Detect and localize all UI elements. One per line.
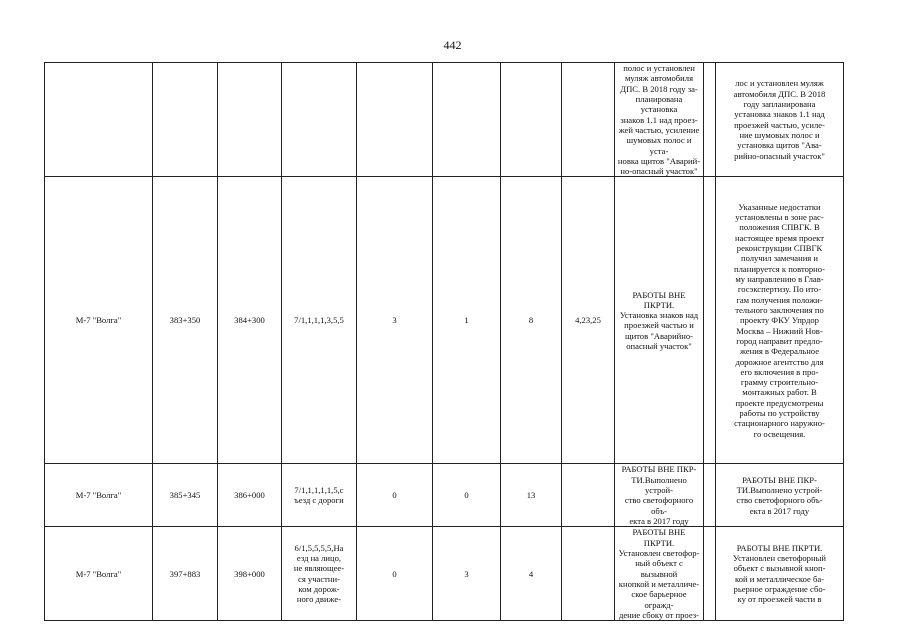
count-cell-1: 0 [357,464,433,527]
count-cell-3: 8 [501,177,562,464]
measures-cell: РАБОТЫ ВНЕ ПКРТИ. Установка знаков над проезжей частью и щитов "Аварийно- опасный участок" [615,177,704,464]
table-row [45,177,844,464]
spacer-cell [704,177,716,464]
ref-cell [562,63,615,177]
km-to-cell: 384+300 [218,177,282,464]
count-cell-3 [501,63,562,177]
km-to-cell: 398+000 [218,527,282,621]
count-cell-3: 4 [501,527,562,621]
notes-cell: РАБОТЫ ВНЕ ПКРТИ. Установлен светофорный объект с вызывной кноп- кой и металлическое ба- рьерное ограждение сбо- ку от проезжей части в [716,527,844,621]
road-cell [45,63,153,177]
table-row [45,527,844,621]
notes-cell: лос и установлен муляж автомобиля ДПС. В 2018 году запланирована установка знаков 1.1 над проезжей частью, усиле- ние шумовых полос и установка щитов "Ава- рийно-опасный участок" [716,63,844,177]
table-row [45,464,844,527]
codes-cell: 7/1,1,1,1,1,5,с ъезд с дороги [282,464,357,527]
count-cell-2 [433,63,501,177]
table-row [45,63,844,177]
road-cell: М-7 "Волга" [45,527,153,621]
measures-cell: РАБОТЫ ВНЕ ПКР- ТИ.Выполнено устрой- ство светофорного объ- екта в 2017 году [615,464,704,527]
km-from-cell: 385+345 [153,464,218,527]
codes-cell [282,63,357,177]
page-number: 442 [443,38,462,52]
count-cell-1: 3 [357,177,433,464]
km-from-cell [153,63,218,177]
data-table [44,62,844,621]
spacer-cell [704,464,716,527]
notes-cell: Указанные недостатки установлены в зоне рас- положения СПВГК. В настоящее время проект реконструкции СПВГК получил замечания и планируется к повторно- му направлению в Глав- госэкспертизу. По ито- гам получения положи- тельного заключения по проекту ФКУ Упрдор Москва – Нижний Нов- город направит предло- жения в Федеральное дорожное агентство для его включения в про- грамму строительно- монтажных работ. В проекте предусмотрены работы по устройству стационарного наружно- го освещения. [716,177,844,464]
count-cell-2: 0 [433,464,501,527]
count-cell-2: 1 [433,177,501,464]
ref-cell: 4,23,25 [562,177,615,464]
measures-cell: полос и установлен муляж автомобиля ДПС. В 2018 году за- планирована установка знаков 1.1 над проез- жей частью, усиление шумовых полос и уста- новка щитов "Аварий- но-опасный участок" [615,63,704,177]
measures-cell: РАБОТЫ ВНЕ ПКРТИ. Установлен светофор- ный объект с вызывной кнопкой и металличе- ское барьерное огражд- дение сбоку от проез- [615,527,704,621]
codes-cell: 6/1,5,5,5,5,На езд на лицо, не являющее- ся участни- ком дорож- ного движе- [282,527,357,621]
km-from-cell: 397+883 [153,527,218,621]
km-to-cell [218,63,282,177]
count-cell-1: 0 [357,527,433,621]
road-cell: М-7 "Волга" [45,177,153,464]
notes-cell: РАБОТЫ ВНЕ ПКР- ТИ.Выполнено устрой- ство светофорного объ- екта в 2017 году [716,464,844,527]
km-to-cell: 386+000 [218,464,282,527]
road-cell: М-7 "Волга" [45,464,153,527]
count-cell-1 [357,63,433,177]
count-cell-2: 3 [433,527,501,621]
spacer-cell [704,527,716,621]
spacer-cell [704,63,716,177]
ref-cell [562,464,615,527]
km-from-cell: 383+350 [153,177,218,464]
ref-cell [562,527,615,621]
count-cell-3: 13 [501,464,562,527]
codes-cell: 7/1,1,1,1,3,5,5 [282,177,357,464]
